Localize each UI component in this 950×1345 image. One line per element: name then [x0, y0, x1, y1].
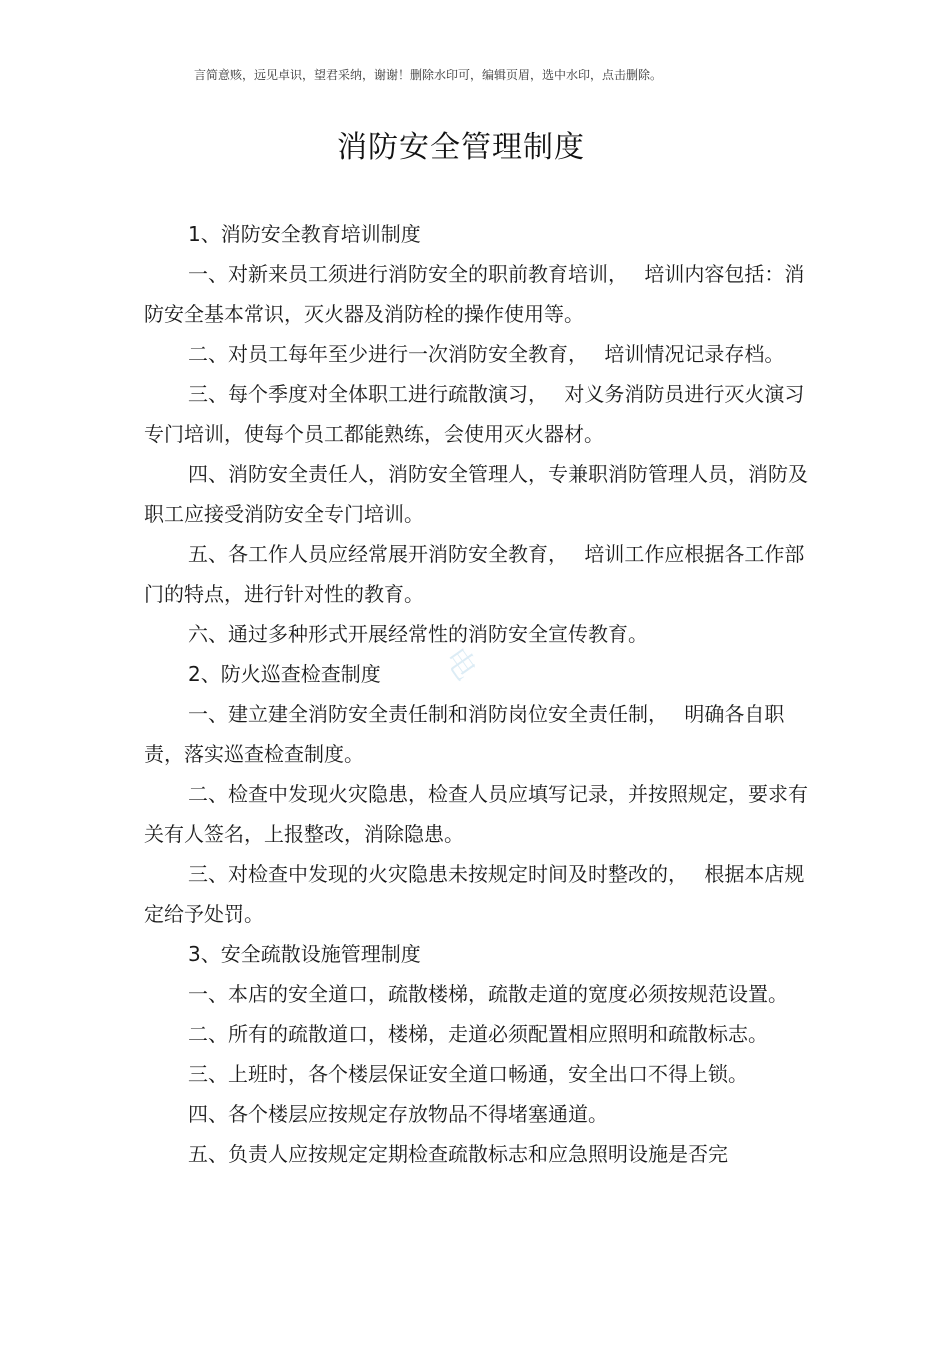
watermark: 电: [437, 641, 484, 687]
paragraph: 二、对员工每年至少进行一次消防安全教育， 培训情况记录存档。: [188, 342, 785, 366]
section-heading-inspection: 2、防火巡查检查制度: [188, 662, 381, 686]
document-title: 消防安全管理制度: [337, 130, 585, 165]
paragraph: 一、本店的安全道口，疏散楼梯，疏散走道的宽度必须按规范设置。: [188, 982, 788, 1006]
paragraph: 二、所有的疏散道口，楼梯，走道必须配置相应照明和疏散标志。: [188, 1022, 768, 1046]
paragraph: 五、负责人应按规定定期检查疏散标志和应急照明设施是否完: [188, 1142, 728, 1166]
section-heading-training: 1、消防安全教育培训制度: [188, 222, 421, 246]
paragraph: 二、检查中发现火灾隐患，检查人员应填写记录，并按照规定，要求有关有人签名，上报整改，消除隐患。: [144, 782, 808, 846]
paragraph: 一、建立建全消防安全责任制和消防岗位安全责任制， 明确各自职责，落实巡查检查制度。: [144, 702, 785, 766]
paragraph: 一、对新来员工须进行消防安全的职前教育培训， 培训内容包括：消防安全基本常识，灭火器及消防栓的操作使用等。: [144, 262, 805, 326]
paragraph: 四、消防安全责任人，消防安全管理人，专兼职消防管理人员，消防及职工应接受消防安全专门培训。: [144, 462, 808, 526]
paragraph: 三、上班时，各个楼层保证安全道口畅通，安全出口不得上锁。: [188, 1062, 748, 1086]
paragraph: 四、各个楼层应按规定存放物品不得堵塞通道。: [188, 1102, 608, 1126]
paragraph: 五、各工作人员应经常展开消防安全教育， 培训工作应根据各工作部门的特点，进行针对性的教育。: [144, 542, 805, 606]
paragraph: 三、对检查中发现的火灾隐患未按规定时间及时整改的， 根据本店规定给予处罚。: [144, 862, 805, 926]
paragraph: 三、每个季度对全体职工进行疏散演习， 对义务消防员进行灭火演习专门培训，使每个员工都能熟练，会使用灭火器材。: [144, 382, 805, 446]
section-heading-evacuation: 3、安全疏散设施管理制度: [188, 942, 421, 966]
document-body: [144, 214, 810, 1174]
paragraph: 六、通过多种形式开展经常性的消防安全宣传教育。: [188, 622, 648, 646]
header-note: 言简意赅，远见卓识，望君采纳，谢谢！删除水印可，编辑页眉，选中水印，点击删除。: [194, 68, 663, 82]
